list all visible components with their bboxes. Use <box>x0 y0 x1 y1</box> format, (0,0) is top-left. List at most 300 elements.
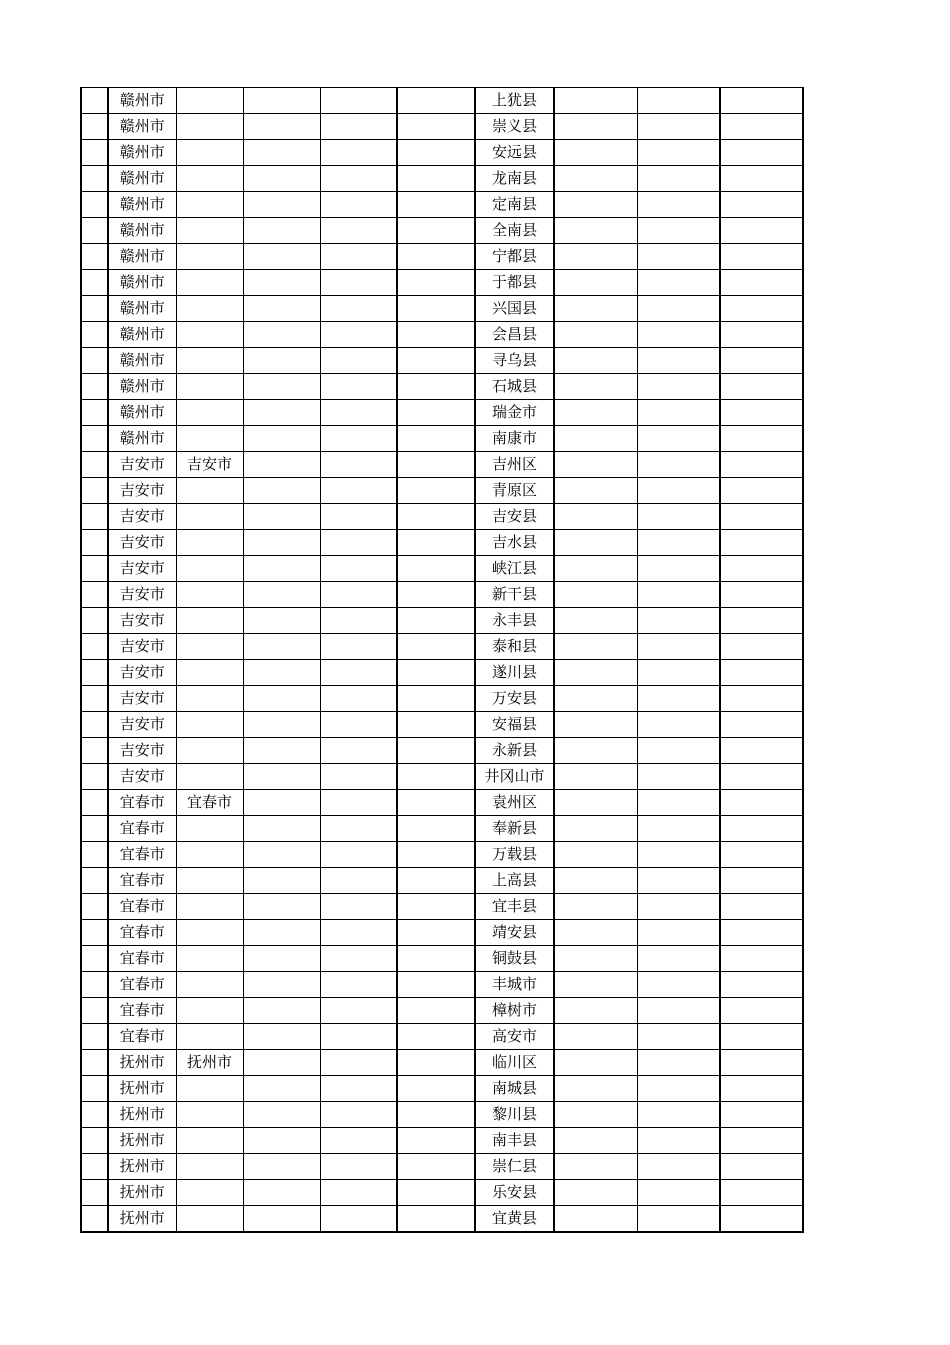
empty-cell <box>637 530 720 556</box>
empty-cell <box>243 296 320 322</box>
empty-cell <box>637 1076 720 1102</box>
empty-cell <box>720 218 803 244</box>
empty-cell <box>554 1050 637 1076</box>
empty-cell <box>397 972 475 998</box>
empty-cell <box>554 894 637 920</box>
table-row <box>81 1076 803 1102</box>
empty-cell <box>81 114 108 140</box>
city-cell: 宜春市 <box>108 998 176 1024</box>
county-cell: 高安市 <box>475 1024 554 1050</box>
city-cell: 赣州市 <box>108 114 176 140</box>
empty-cell <box>243 1076 320 1102</box>
empty-cell <box>554 244 637 270</box>
county-cell: 安福县 <box>475 712 554 738</box>
empty-cell <box>720 426 803 452</box>
empty-cell <box>397 790 475 816</box>
empty-cell <box>243 478 320 504</box>
empty-cell <box>397 296 475 322</box>
city-cell: 吉安市 <box>108 764 176 790</box>
city-district-cell <box>176 868 243 894</box>
county-cell: 宁都县 <box>475 244 554 270</box>
empty-cell <box>397 712 475 738</box>
empty-cell <box>320 322 397 348</box>
city-cell: 抚州市 <box>108 1180 176 1206</box>
empty-cell <box>720 374 803 400</box>
county-cell: 崇仁县 <box>475 1154 554 1180</box>
city-cell: 赣州市 <box>108 296 176 322</box>
county-cell: 定南县 <box>475 192 554 218</box>
table-row <box>81 842 803 868</box>
empty-cell <box>637 920 720 946</box>
empty-cell <box>554 114 637 140</box>
empty-cell <box>554 348 637 374</box>
empty-cell <box>243 894 320 920</box>
table-row <box>81 348 803 374</box>
empty-cell <box>397 140 475 166</box>
empty-cell <box>720 1024 803 1050</box>
table-row <box>81 244 803 270</box>
empty-cell <box>637 790 720 816</box>
empty-cell <box>397 1102 475 1128</box>
empty-cell <box>243 244 320 270</box>
empty-cell <box>243 218 320 244</box>
county-cell: 上高县 <box>475 868 554 894</box>
empty-cell <box>637 764 720 790</box>
empty-cell <box>397 894 475 920</box>
county-cell: 永新县 <box>475 738 554 764</box>
table-row <box>81 400 803 426</box>
empty-cell <box>243 1102 320 1128</box>
city-cell: 宜春市 <box>108 868 176 894</box>
empty-cell <box>720 1154 803 1180</box>
empty-cell <box>320 686 397 712</box>
table-row <box>81 530 803 556</box>
county-cell: 泰和县 <box>475 634 554 660</box>
city-cell: 赣州市 <box>108 426 176 452</box>
empty-cell <box>637 1206 720 1233</box>
table-row <box>81 998 803 1024</box>
empty-cell <box>397 1128 475 1154</box>
empty-cell <box>637 88 720 114</box>
empty-cell <box>243 946 320 972</box>
city-district-cell <box>176 660 243 686</box>
empty-cell <box>554 452 637 478</box>
city-cell: 抚州市 <box>108 1154 176 1180</box>
empty-cell <box>720 686 803 712</box>
city-cell: 吉安市 <box>108 686 176 712</box>
city-cell: 宜春市 <box>108 972 176 998</box>
city-district-cell <box>176 1206 243 1233</box>
empty-cell <box>554 608 637 634</box>
empty-cell <box>81 868 108 894</box>
county-cell: 宜丰县 <box>475 894 554 920</box>
table-row <box>81 686 803 712</box>
empty-cell <box>720 1128 803 1154</box>
empty-cell <box>720 192 803 218</box>
county-cell: 靖安县 <box>475 920 554 946</box>
table-row <box>81 192 803 218</box>
empty-cell <box>637 166 720 192</box>
city-district-cell <box>176 1128 243 1154</box>
empty-cell <box>554 1076 637 1102</box>
empty-cell <box>81 556 108 582</box>
empty-cell <box>720 296 803 322</box>
empty-cell <box>243 322 320 348</box>
empty-cell <box>81 816 108 842</box>
empty-cell <box>81 582 108 608</box>
empty-cell <box>320 374 397 400</box>
empty-cell <box>720 946 803 972</box>
table-row <box>81 218 803 244</box>
empty-cell <box>81 790 108 816</box>
empty-cell <box>81 140 108 166</box>
empty-cell <box>243 452 320 478</box>
city-cell: 宜春市 <box>108 790 176 816</box>
table-row <box>81 88 803 114</box>
county-cell: 吉水县 <box>475 530 554 556</box>
empty-cell <box>397 270 475 296</box>
empty-cell <box>637 400 720 426</box>
county-cell: 遂川县 <box>475 660 554 686</box>
city-district-cell <box>176 504 243 530</box>
empty-cell <box>243 868 320 894</box>
empty-cell <box>320 426 397 452</box>
empty-cell <box>397 1154 475 1180</box>
city-district-cell <box>176 166 243 192</box>
city-cell: 赣州市 <box>108 218 176 244</box>
empty-cell <box>637 556 720 582</box>
empty-cell <box>397 348 475 374</box>
region-table <box>80 87 804 1233</box>
city-district-cell <box>176 348 243 374</box>
empty-cell <box>554 400 637 426</box>
city-cell: 赣州市 <box>108 348 176 374</box>
empty-cell <box>720 738 803 764</box>
empty-cell <box>637 712 720 738</box>
empty-cell <box>637 972 720 998</box>
county-cell: 宜黄县 <box>475 1206 554 1233</box>
empty-cell <box>320 816 397 842</box>
empty-cell <box>243 998 320 1024</box>
empty-cell <box>81 296 108 322</box>
city-district-cell: 吉安市 <box>176 452 243 478</box>
city-district-cell <box>176 192 243 218</box>
empty-cell <box>397 738 475 764</box>
empty-cell <box>554 920 637 946</box>
table-body <box>81 88 803 1233</box>
empty-cell <box>397 608 475 634</box>
empty-cell <box>637 1050 720 1076</box>
empty-cell <box>397 556 475 582</box>
county-cell: 乐安县 <box>475 1180 554 1206</box>
empty-cell <box>720 114 803 140</box>
empty-cell <box>720 530 803 556</box>
table-row <box>81 790 803 816</box>
empty-cell <box>720 478 803 504</box>
city-district-cell <box>176 296 243 322</box>
empty-cell <box>320 894 397 920</box>
empty-cell <box>81 660 108 686</box>
empty-cell <box>720 1206 803 1233</box>
empty-cell <box>554 296 637 322</box>
empty-cell <box>637 842 720 868</box>
table-row <box>81 1206 803 1233</box>
empty-cell <box>637 608 720 634</box>
empty-cell <box>637 1154 720 1180</box>
table-row <box>81 868 803 894</box>
county-cell: 于都县 <box>475 270 554 296</box>
city-district-cell <box>176 114 243 140</box>
empty-cell <box>720 712 803 738</box>
city-district-cell <box>176 972 243 998</box>
city-district-cell: 宜春市 <box>176 790 243 816</box>
city-cell: 宜春市 <box>108 842 176 868</box>
city-cell: 赣州市 <box>108 192 176 218</box>
table-row <box>81 1024 803 1050</box>
table-row <box>81 738 803 764</box>
empty-cell <box>397 998 475 1024</box>
empty-cell <box>637 140 720 166</box>
empty-cell <box>637 582 720 608</box>
empty-cell <box>320 660 397 686</box>
empty-cell <box>720 88 803 114</box>
empty-cell <box>243 348 320 374</box>
empty-cell <box>637 1128 720 1154</box>
empty-cell <box>720 972 803 998</box>
county-cell: 安远县 <box>475 140 554 166</box>
city-district-cell <box>176 634 243 660</box>
empty-cell <box>720 816 803 842</box>
empty-cell <box>637 1180 720 1206</box>
city-cell: 赣州市 <box>108 244 176 270</box>
empty-cell <box>81 426 108 452</box>
empty-cell <box>81 634 108 660</box>
empty-cell <box>397 114 475 140</box>
city-district-cell <box>176 842 243 868</box>
empty-cell <box>397 1180 475 1206</box>
city-cell: 吉安市 <box>108 478 176 504</box>
empty-cell <box>397 192 475 218</box>
table-row <box>81 478 803 504</box>
empty-cell <box>397 660 475 686</box>
empty-cell <box>243 1206 320 1233</box>
county-cell: 铜鼓县 <box>475 946 554 972</box>
empty-cell <box>243 270 320 296</box>
empty-cell <box>243 426 320 452</box>
empty-cell <box>720 452 803 478</box>
empty-cell <box>397 946 475 972</box>
table-row <box>81 920 803 946</box>
empty-cell <box>81 270 108 296</box>
empty-cell <box>243 790 320 816</box>
county-cell: 临川区 <box>475 1050 554 1076</box>
empty-cell <box>320 712 397 738</box>
county-cell: 青原区 <box>475 478 554 504</box>
city-cell: 赣州市 <box>108 166 176 192</box>
empty-cell <box>637 946 720 972</box>
empty-cell <box>320 270 397 296</box>
county-cell: 龙南县 <box>475 166 554 192</box>
empty-cell <box>397 1206 475 1233</box>
empty-cell <box>397 634 475 660</box>
empty-cell <box>81 348 108 374</box>
empty-cell <box>397 1050 475 1076</box>
table-row <box>81 322 803 348</box>
empty-cell <box>243 140 320 166</box>
empty-cell <box>637 348 720 374</box>
empty-cell <box>637 504 720 530</box>
empty-cell <box>320 400 397 426</box>
empty-cell <box>720 166 803 192</box>
empty-cell <box>554 1024 637 1050</box>
empty-cell <box>81 504 108 530</box>
empty-cell <box>637 1102 720 1128</box>
empty-cell <box>320 530 397 556</box>
county-cell: 丰城市 <box>475 972 554 998</box>
empty-cell <box>243 504 320 530</box>
empty-cell <box>320 192 397 218</box>
empty-cell <box>554 504 637 530</box>
city-district-cell <box>176 322 243 348</box>
table-row <box>81 1050 803 1076</box>
table-row <box>81 1102 803 1128</box>
empty-cell <box>243 192 320 218</box>
empty-cell <box>397 374 475 400</box>
empty-cell <box>81 764 108 790</box>
table-row <box>81 972 803 998</box>
empty-cell <box>243 530 320 556</box>
empty-cell <box>81 244 108 270</box>
empty-cell <box>720 608 803 634</box>
table-row <box>81 1128 803 1154</box>
table-row <box>81 140 803 166</box>
table-row <box>81 894 803 920</box>
city-cell: 吉安市 <box>108 738 176 764</box>
empty-cell <box>320 842 397 868</box>
empty-cell <box>397 478 475 504</box>
empty-cell <box>81 972 108 998</box>
empty-cell <box>720 1180 803 1206</box>
city-district-cell <box>176 816 243 842</box>
county-cell: 吉州区 <box>475 452 554 478</box>
empty-cell <box>720 842 803 868</box>
county-cell: 会昌县 <box>475 322 554 348</box>
empty-cell <box>320 504 397 530</box>
empty-cell <box>397 218 475 244</box>
empty-cell <box>243 634 320 660</box>
empty-cell <box>243 738 320 764</box>
city-cell: 吉安市 <box>108 504 176 530</box>
empty-cell <box>554 530 637 556</box>
city-district-cell <box>176 1154 243 1180</box>
table-row <box>81 1180 803 1206</box>
empty-cell <box>554 218 637 244</box>
empty-cell <box>720 582 803 608</box>
empty-cell <box>554 660 637 686</box>
county-cell: 峡江县 <box>475 556 554 582</box>
empty-cell <box>243 920 320 946</box>
empty-cell <box>720 764 803 790</box>
city-district-cell <box>176 946 243 972</box>
county-cell: 上犹县 <box>475 88 554 114</box>
empty-cell <box>397 244 475 270</box>
city-district-cell <box>176 1024 243 1050</box>
county-cell: 瑞金市 <box>475 400 554 426</box>
empty-cell <box>320 478 397 504</box>
empty-cell <box>720 1102 803 1128</box>
table-row <box>81 270 803 296</box>
city-district-cell <box>176 686 243 712</box>
table-row <box>81 114 803 140</box>
empty-cell <box>397 868 475 894</box>
empty-cell <box>81 1206 108 1233</box>
county-cell: 袁州区 <box>475 790 554 816</box>
empty-cell <box>243 972 320 998</box>
empty-cell <box>637 686 720 712</box>
city-district-cell <box>176 998 243 1024</box>
empty-cell <box>320 1206 397 1233</box>
city-district-cell <box>176 374 243 400</box>
county-cell: 新干县 <box>475 582 554 608</box>
empty-cell <box>81 322 108 348</box>
city-district-cell <box>176 764 243 790</box>
city-district-cell: 抚州市 <box>176 1050 243 1076</box>
empty-cell <box>637 426 720 452</box>
empty-cell <box>81 712 108 738</box>
empty-cell <box>243 1154 320 1180</box>
city-cell: 吉安市 <box>108 634 176 660</box>
empty-cell <box>81 530 108 556</box>
empty-cell <box>320 1102 397 1128</box>
empty-cell <box>81 478 108 504</box>
table-row <box>81 1154 803 1180</box>
empty-cell <box>720 660 803 686</box>
table-row <box>81 634 803 660</box>
empty-cell <box>320 1050 397 1076</box>
empty-cell <box>397 920 475 946</box>
empty-cell <box>81 686 108 712</box>
table-row <box>81 946 803 972</box>
empty-cell <box>243 686 320 712</box>
table-row <box>81 608 803 634</box>
county-cell: 兴国县 <box>475 296 554 322</box>
empty-cell <box>397 582 475 608</box>
city-cell: 吉安市 <box>108 582 176 608</box>
empty-cell <box>81 920 108 946</box>
empty-cell <box>397 88 475 114</box>
table-row <box>81 764 803 790</box>
empty-cell <box>243 712 320 738</box>
empty-cell <box>397 764 475 790</box>
empty-cell <box>720 1076 803 1102</box>
empty-cell <box>554 1180 637 1206</box>
empty-cell <box>320 166 397 192</box>
empty-cell <box>243 1050 320 1076</box>
empty-cell <box>397 842 475 868</box>
empty-cell <box>81 452 108 478</box>
empty-cell <box>637 452 720 478</box>
empty-cell <box>320 1024 397 1050</box>
empty-cell <box>243 374 320 400</box>
empty-cell <box>397 322 475 348</box>
empty-cell <box>554 946 637 972</box>
county-cell: 南城县 <box>475 1076 554 1102</box>
empty-cell <box>637 374 720 400</box>
empty-cell <box>81 88 108 114</box>
empty-cell <box>320 790 397 816</box>
city-cell: 赣州市 <box>108 400 176 426</box>
empty-cell <box>720 920 803 946</box>
